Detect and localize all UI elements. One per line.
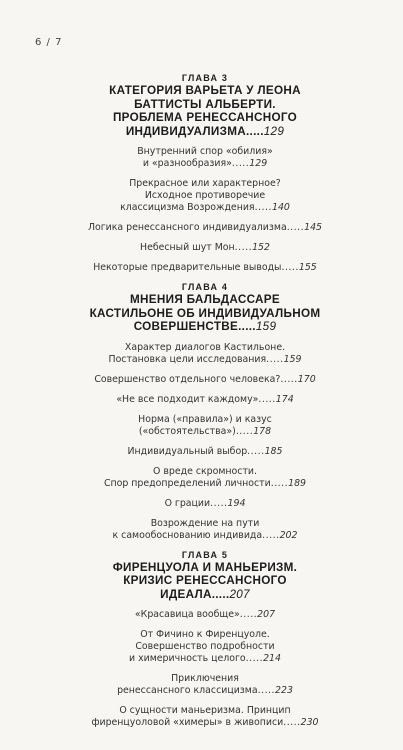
toc-entry-line: и химеричность целого (129, 653, 246, 664)
toc-entry-page-number: 129 (249, 158, 268, 169)
toc-entry-line: классицизма Возрождения (120, 202, 255, 213)
toc-entry-line: Небесный шут Мон (140, 242, 235, 253)
toc-entry[interactable]: Внутренний спор «обилия» и «разнообразия».....129 (137, 146, 273, 169)
toc-entry-page-number: 223 (275, 685, 293, 696)
toc-entry-line: Норма («правила») и казус (138, 413, 272, 425)
chapter-label: ГЛАВА 5 (181, 549, 229, 560)
toc-entry-line: Некоторые предварительные выводы (93, 262, 282, 273)
chapter-title-line: ИНДИВИДУАЛИЗМА (125, 124, 246, 138)
toc-entry-page-number: 159 (283, 353, 302, 365)
toc-entry-page-number: 155 (298, 262, 317, 273)
toc-entry[interactable]: «Красавица вообще».....207 (134, 609, 276, 620)
toc-entry-line: Совершенство подробности (135, 641, 275, 652)
toc-entry-line: Совершенство отдельного человека? (94, 373, 281, 385)
toc-entry-page-number: 202 (279, 529, 298, 541)
chapter-title-line: ИДЕАЛА (160, 587, 212, 601)
toc-entry-line: фиренцуоловой «химеры» в живописи (91, 717, 284, 728)
chapter-label: ГЛАВА 4 (181, 282, 229, 292)
chapter-title-line: СОВЕРШЕНСТВЕ (133, 320, 239, 333)
toc-entry-page-number: 145 (304, 222, 323, 233)
chapter-title[interactable]: КАТЕГОРИЯ ВАРЬЕТА У ЛЕОНА БАТТИСТЫ АЛЬБЕРТИ. ПРОБЛЕМА РЕНЕССАНСНОГО ИНДИВИДУАЛИЗМА.....129 (109, 84, 301, 138)
toc-entry-line: и «разнообразия» (142, 158, 232, 169)
toc-entry-page-number: 207 (257, 609, 276, 620)
toc-entry[interactable]: Некоторые предварительные выводы.....155 (93, 262, 317, 273)
chapter-title[interactable]: МНЕНИЯ БАЛЬДАССАРЕ КАСТИЛЬОНЕ ОБ ИНДИВИДУАЛЬНОМ СОВЕРШЕНСТВЕ.....159 (89, 293, 321, 333)
chapter-page-number: 129 (263, 124, 285, 138)
toc-entry-page-number: 230 (300, 717, 319, 728)
toc-entry-page-number: 194 (227, 497, 246, 509)
page-number: 6 / 7 (35, 37, 63, 48)
toc-entry-page-number: 185 (264, 445, 283, 457)
chapter-label: ГЛАВА 3 (181, 73, 229, 83)
toc-entry-line: Исходное противоречие (144, 190, 266, 201)
toc-entry[interactable]: Приключения ренессансного классицизма.....223 (117, 673, 293, 696)
table-of-contents (54, 73, 356, 737)
toc-entry-page-number: 214 (263, 653, 281, 664)
toc-entry-page-number: 152 (252, 242, 270, 253)
toc-entry-page-number: 170 (297, 373, 316, 385)
toc-entry-line: «Не все подходит каждому» (116, 393, 259, 405)
toc-entry-page-number: 174 (275, 393, 294, 405)
toc-entry-page-number: 140 (271, 202, 290, 213)
toc-entry[interactable]: Логика ренессансного индивидуализма.....145 (87, 222, 323, 233)
toc-entry[interactable]: От Фичино к Фиренцуоле. Совершенство подробности и химеричность целого.....214 (129, 629, 281, 664)
chapter-title-line: МНЕНИЯ БАЛЬДАССАРЕ (130, 293, 280, 306)
toc-entry-line: О грации (164, 497, 211, 509)
chapter-title-line: КРИЗИС РЕНЕССАНСНОГО (123, 574, 287, 587)
toc-entry[interactable]: Характер диалогов Кастильоне. Постановка цели исследования.....159 (108, 341, 302, 365)
toc-entry-page-number: 178 (253, 425, 272, 437)
toc-entry-line: Постановка цели исследования (108, 353, 267, 365)
toc-entry[interactable]: О сущности маньеризма. Принцип фиренцуоловой «химеры» в живописи.....230 (91, 705, 319, 728)
toc-entry[interactable]: О грации.....194 (164, 497, 246, 509)
toc-entry[interactable]: Возрождение на пути к самообоснованию индивида.....202 (112, 517, 298, 541)
chapter-title-line: КАСТИЛЬОНЕ ОБ ИНДИВИДУАЛЬНОМ (89, 306, 321, 320)
toc-entry-line: Индивидуальный выбор (127, 445, 248, 457)
toc-entry-line: Возрождение на пути (150, 517, 260, 529)
chapter-title-line: КАТЕГОРИЯ ВАРЬЕТА У ЛЕОНА (109, 84, 301, 97)
toc-entry-line: Логика ренессансного индивидуализма (87, 222, 287, 233)
toc-entry-line: От Фичино к Фиренцуоле. (140, 629, 270, 640)
chapter-title-line: БАТТИСТЫ АЛЬБЕРТИ. (134, 97, 276, 111)
toc-entry-line: к самообоснованию индивида (112, 529, 263, 541)
toc-entry[interactable]: Индивидуальный выбор.....185 (127, 445, 283, 457)
toc-entry-line: («обстоятельства») (138, 425, 236, 437)
toc-entry-line: Внутренний спор «обилия» (137, 146, 273, 157)
toc-entry-line: Спор предопределений личности (103, 477, 271, 489)
toc-entry-line: Характер диалогов Кастильоне. (124, 341, 286, 353)
toc-entry-line: Приключения (171, 673, 239, 684)
toc-entry-page-number: 189 (288, 477, 307, 489)
toc-entry-line: «Красавица вообще» (134, 609, 240, 620)
toc-entry[interactable]: Прекрасное или характерное? Исходное противоречие классицизма Возрождения.....140 (120, 178, 290, 213)
toc-entry[interactable]: Небесный шут Мон.....152 (140, 242, 270, 253)
chapter-page-number: 159 (255, 320, 277, 333)
toc-entry-line: Прекрасное или характерное? (129, 178, 281, 189)
toc-entry[interactable]: О вреде скромности. Спор предопределений личности.....189 (103, 465, 307, 489)
toc-entry-line: О сущности маньеризма. Принцип (119, 705, 291, 716)
toc-entry[interactable]: «Не все подходит каждому».....174 (116, 393, 294, 405)
chapter-title-line: ПРОБЛЕМА РЕНЕССАНСНОГО (112, 111, 298, 124)
toc-entry-line: ренессансного классицизма (117, 685, 258, 696)
chapter-page-number: 207 (229, 587, 250, 601)
chapter-title[interactable]: ФИРЕНЦУОЛА И МАНЬЕРИЗМ. КРИЗИС РЕНЕССАНСНОГО ИДЕАЛА.....207 (112, 560, 298, 601)
toc-entry[interactable]: Норма («правила») и казус («обстоятельства»).....178 (138, 413, 272, 437)
toc-entry[interactable]: Совершенство отдельного человека?.....170 (94, 373, 316, 385)
chapter-title-line: ФИРЕНЦУОЛА И МАНЬЕРИЗМ. (112, 560, 298, 574)
toc-entry-line: О вреде скромности. (153, 465, 257, 477)
